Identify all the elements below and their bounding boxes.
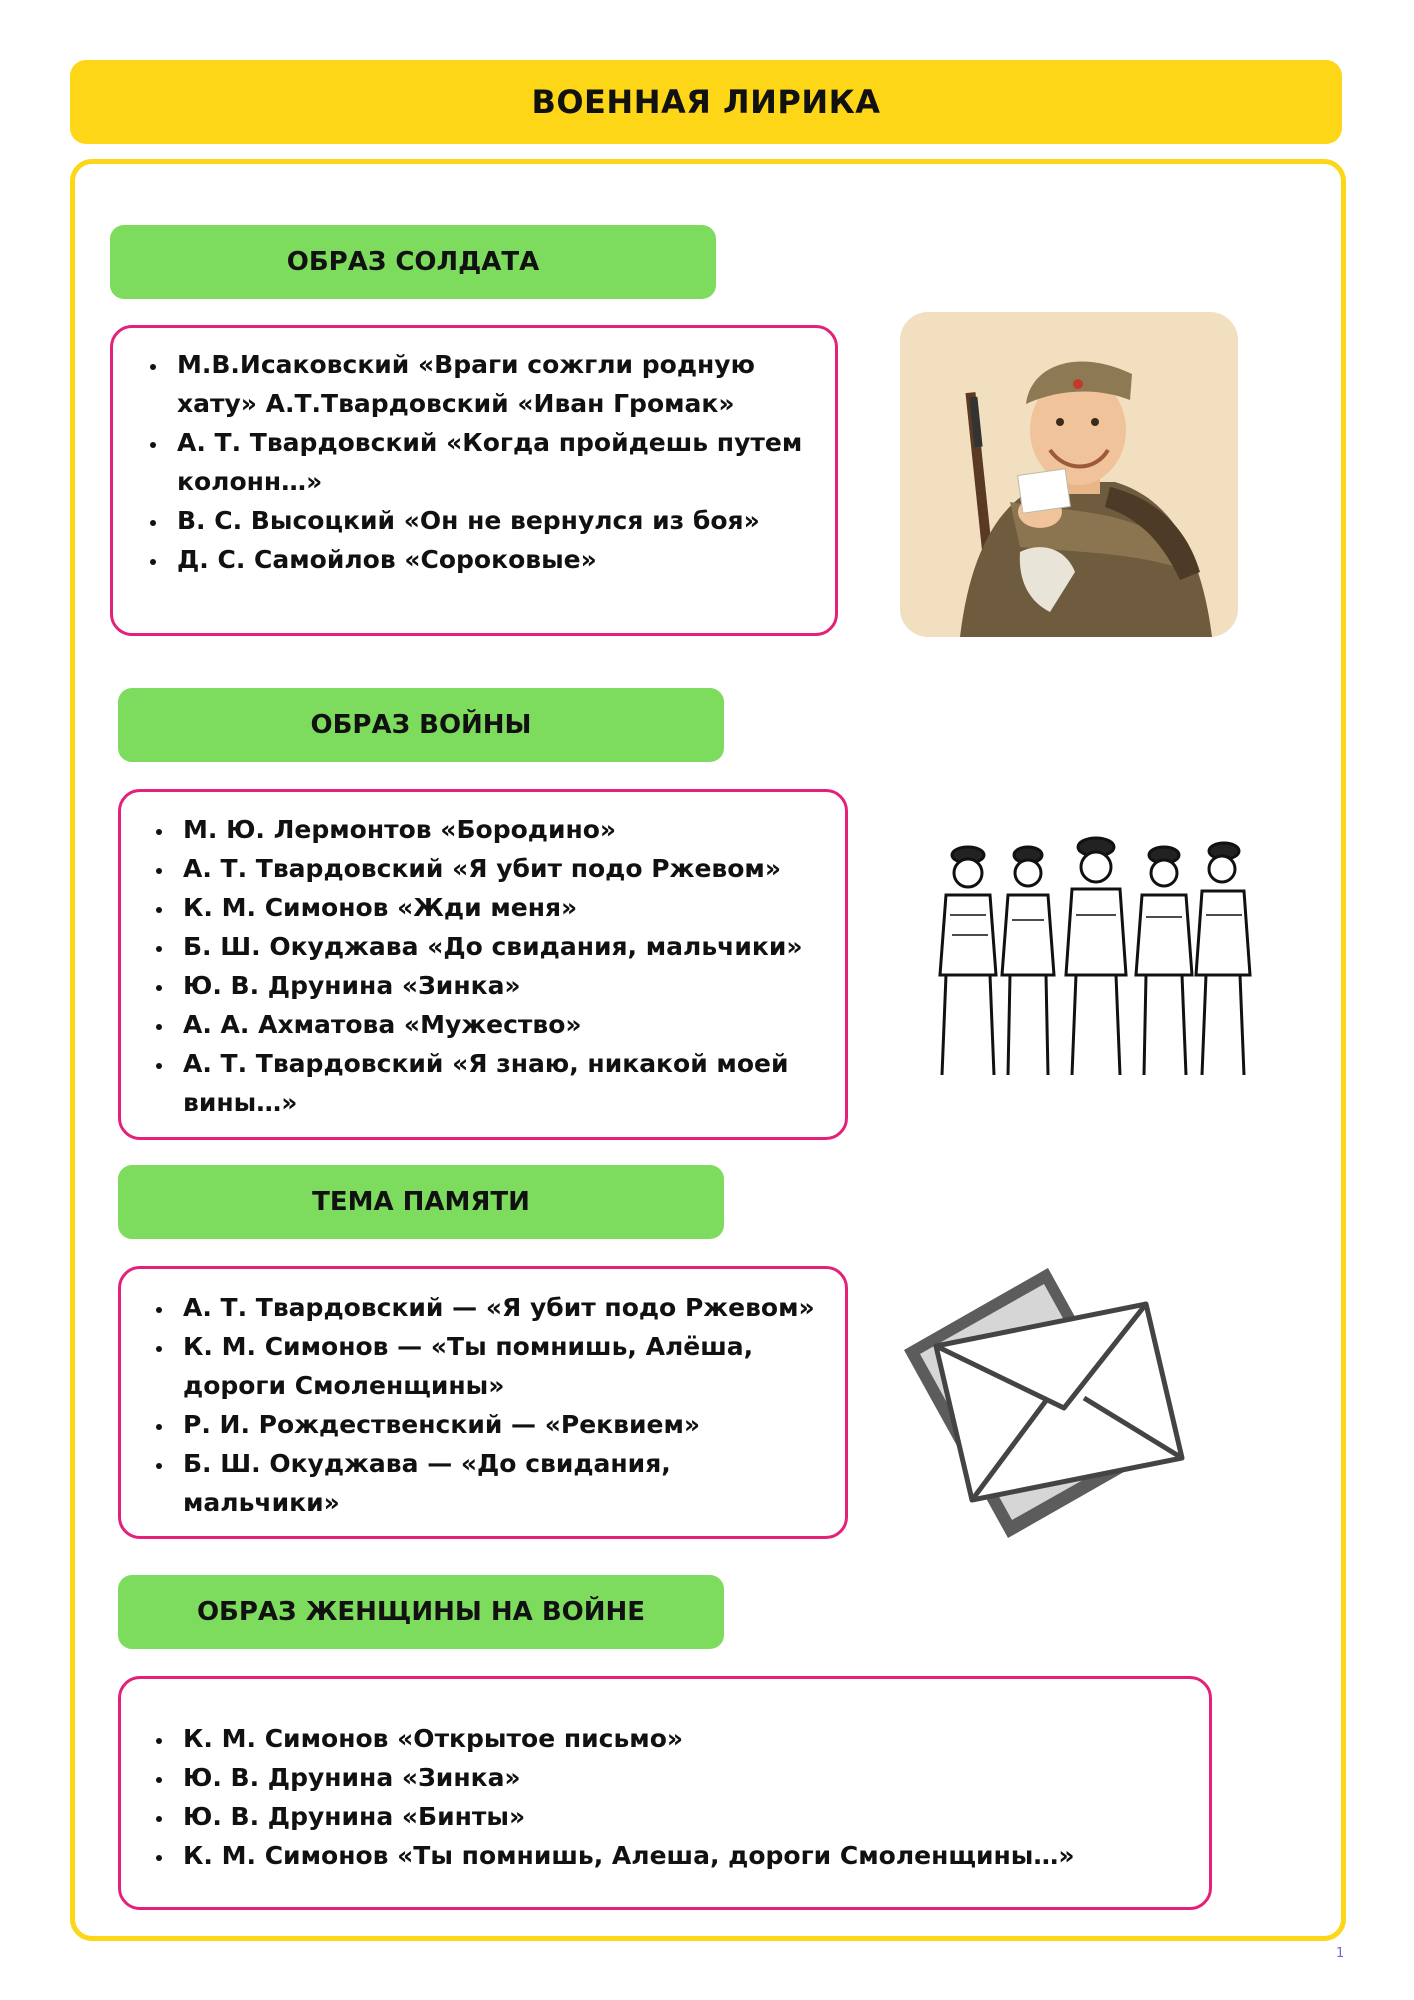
list-item: • В. С. Высоцкий «Он не вернулся из боя»: [169, 501, 815, 540]
list-item: • К. М. Симонов — «Ты помнишь, Алёша, дороги Смоленщины»: [175, 1327, 825, 1405]
list-item: • Б. Ш. Окуджава «До свидания, мальчики»: [175, 927, 825, 966]
list-item: • А. Т. Твардовский «Я знаю, никакой моей вины…»: [175, 1044, 825, 1122]
section-title-woman: ОБРАЗ ЖЕНЩИНЫ НА ВОЙНЕ: [118, 1575, 724, 1649]
list-item: • Д. С. Самойлов «Сороковые»: [169, 540, 815, 579]
section-title-war: ОБРАЗ ВОЙНЫ: [118, 688, 724, 762]
list-item: • А. Т. Твардовский «Когда пройдешь путем колонн…»: [169, 423, 815, 501]
list-item: • Ю. В. Друнина «Бинты»: [175, 1797, 1189, 1836]
section-title-soldier: ОБРАЗ СОЛДАТА: [110, 225, 716, 299]
envelope-icon: [898, 1262, 1198, 1542]
list-item: • К. М. Симонов «Ты помнишь, Алеша, дороги Смоленщины…»: [175, 1836, 1189, 1875]
list-item: • М. Ю. Лермонтов «Бородино»: [175, 810, 825, 849]
soldier-reading-letter-picture: [900, 312, 1238, 637]
list-item: • К. М. Симонов «Открытое письмо»: [175, 1719, 1189, 1758]
section-list-memory: [118, 1266, 848, 1539]
list-item: • А. Т. Твардовский «Я убит подо Ржевом»: [175, 849, 825, 888]
list-item: • М.В.Исаковский «Враги сожгли родную хату» А.Т.Твардовский «Иван Громак»: [169, 345, 815, 423]
list-item: • Б. Ш. Окуджава — «До свидания, мальчики»: [175, 1444, 825, 1522]
section-list-woman: [118, 1676, 1212, 1910]
section-title-memory: ТЕМА ПАМЯТИ: [118, 1165, 724, 1239]
list-item: • Ю. В. Друнина «Зинка»: [175, 966, 825, 1005]
list-item: • Р. И. Рождественский — «Реквием»: [175, 1405, 825, 1444]
marching-soldiers-sketch: [916, 825, 1256, 1095]
section-list-soldier: [110, 325, 838, 636]
section-list-war: [118, 789, 848, 1140]
list-item: • А. А. Ахматова «Мужество»: [175, 1005, 825, 1044]
page-number: 1: [1336, 1946, 1345, 1961]
page-title: ВОЕННАЯ ЛИРИКА: [70, 60, 1342, 144]
list-item: • А. Т. Твардовский — «Я убит подо Ржевом»: [175, 1288, 825, 1327]
list-item: • К. М. Симонов «Жди меня»: [175, 888, 825, 927]
list-item: • Ю. В. Друнина «Зинка»: [175, 1758, 1189, 1797]
